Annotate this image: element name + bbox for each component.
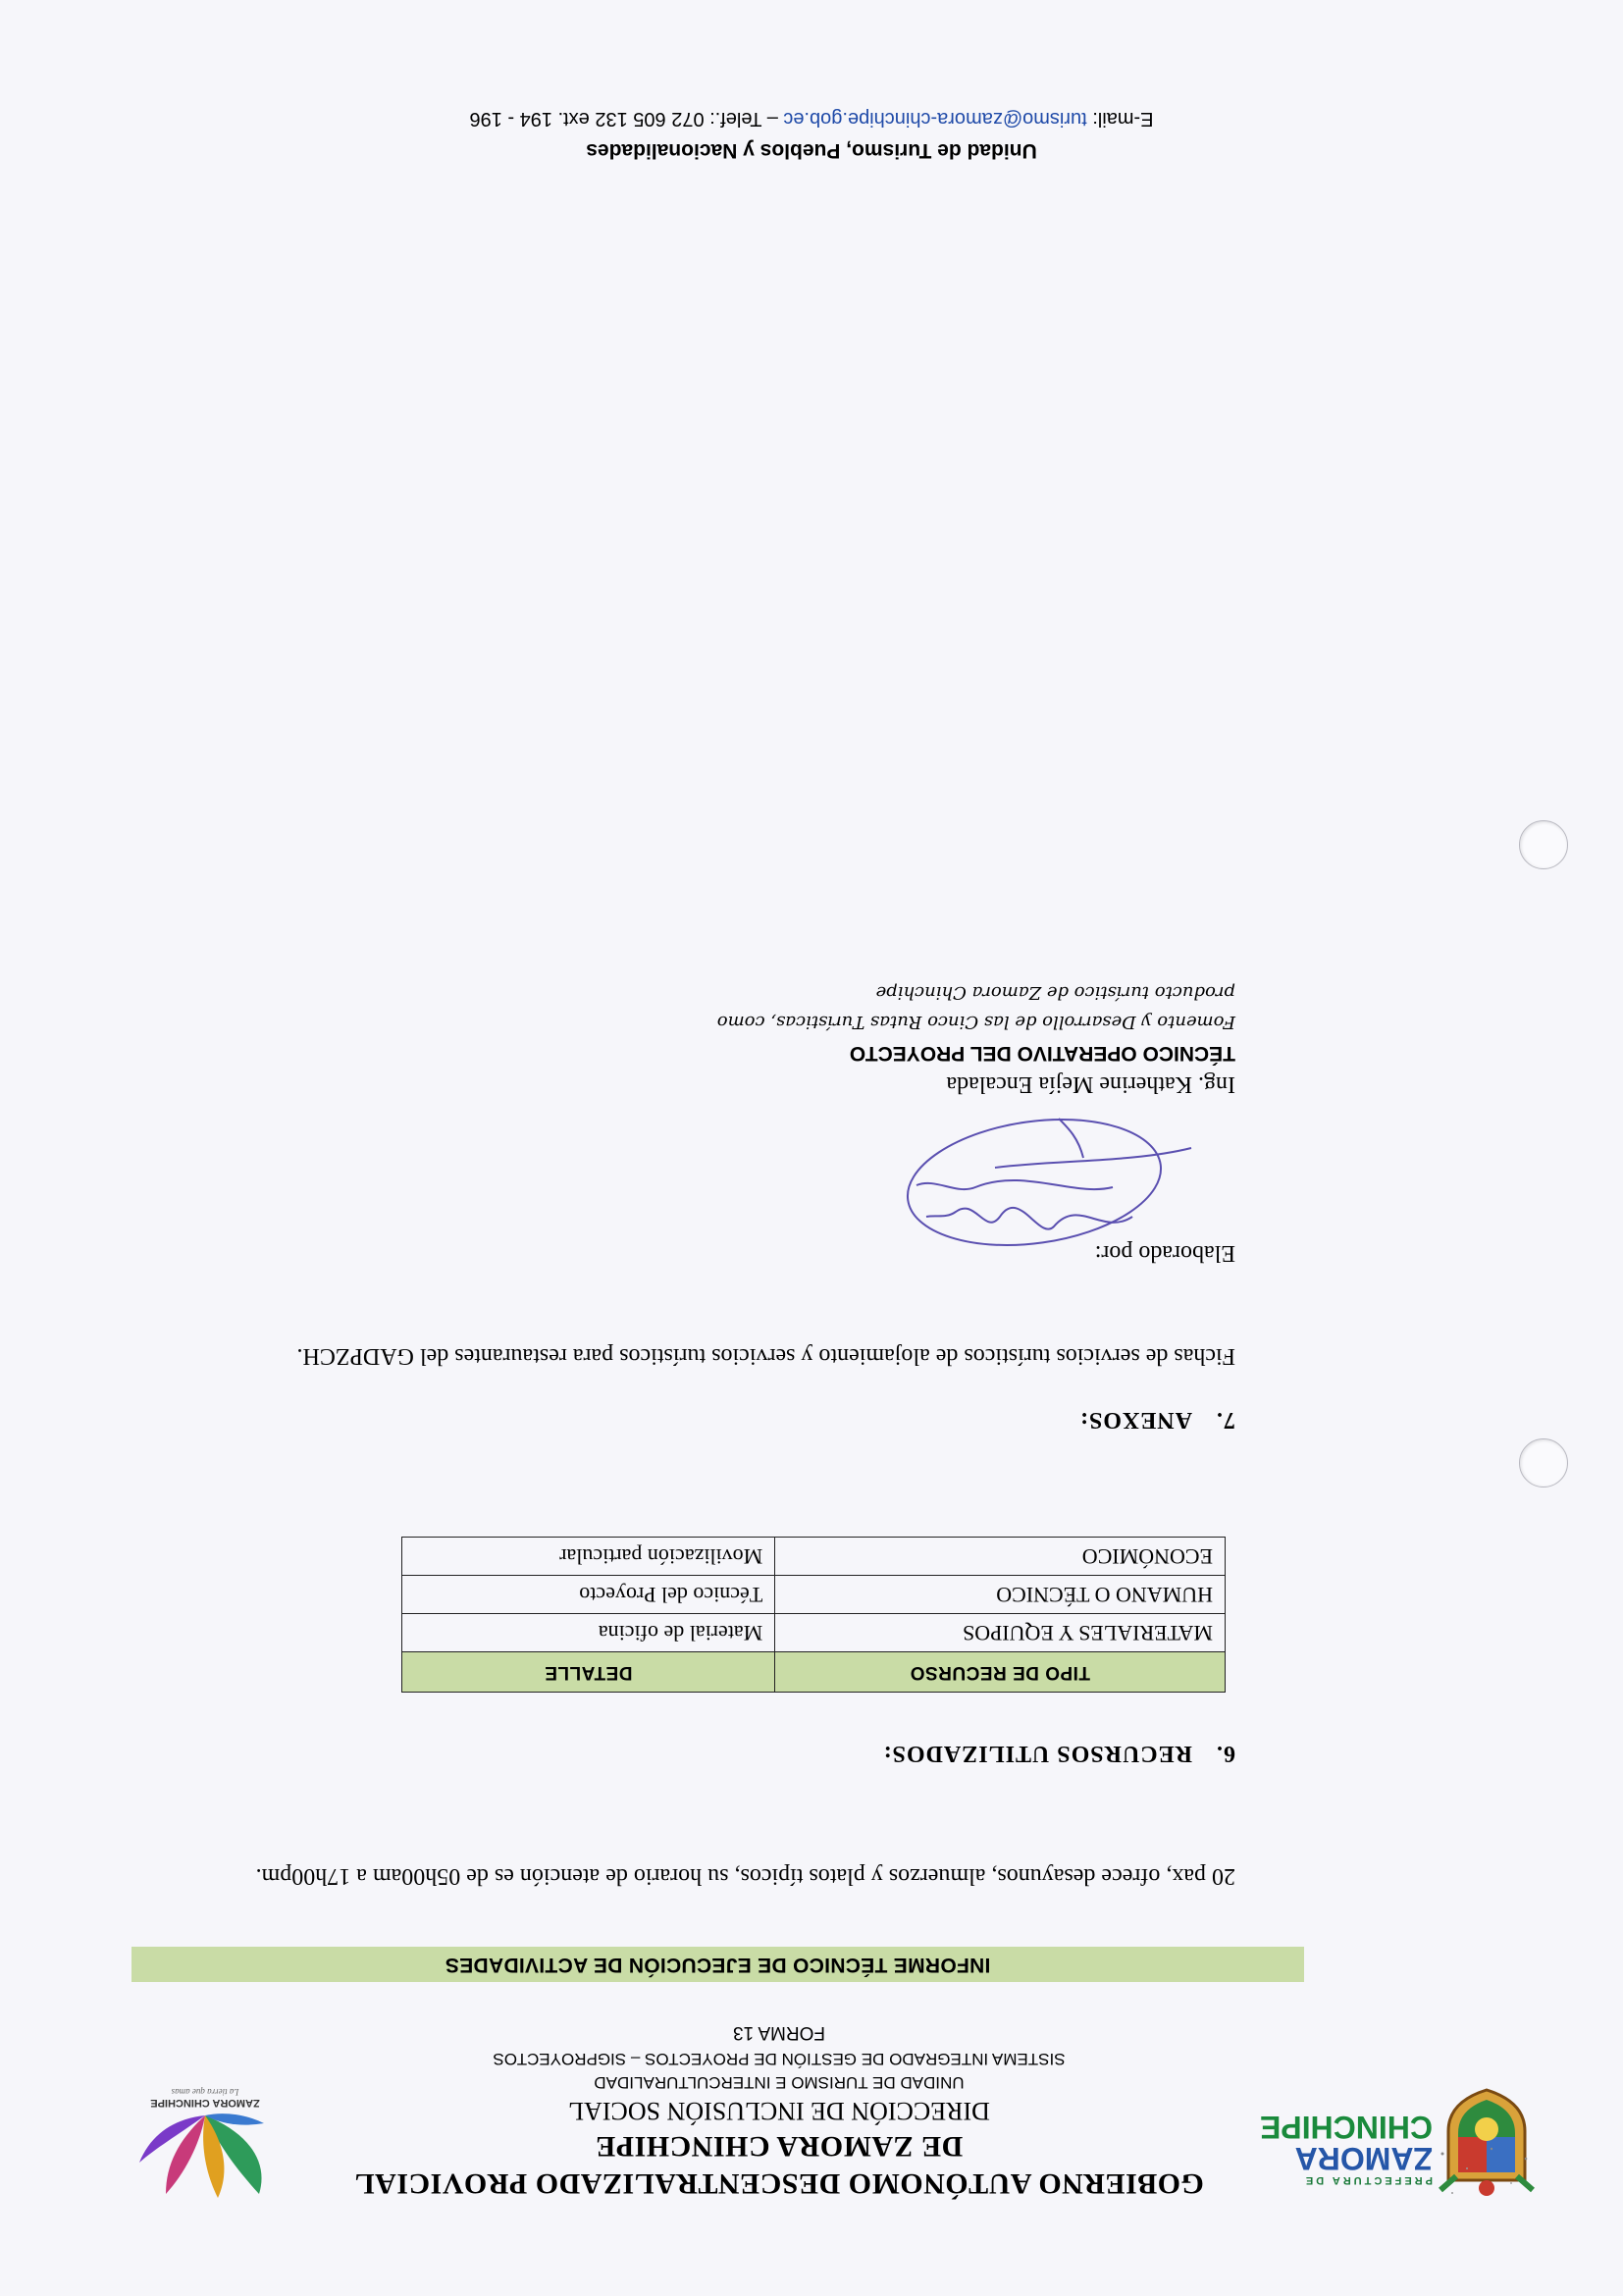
email-link[interactable]: turismo@zamora-chinchipe.gob.ec — [783, 108, 1087, 130]
direction-title: DIRECCIÓN DE INCLUSIÓN SOCIAL — [568, 2097, 990, 2125]
phone-text: – Telef.: 072 605 132 ext. 194 - 196 — [469, 108, 784, 130]
table-cell: MATERIALES Y EQUIPOS — [775, 1614, 1226, 1652]
resources-table — [401, 1537, 1226, 1693]
footer-contact — [0, 104, 1623, 133]
page-footer — [0, 104, 1623, 167]
scan-specks — [1423, 2134, 1541, 2222]
prepared-by-label: Elaborado por: — [1094, 1240, 1235, 1266]
table-row — [402, 1538, 1226, 1576]
letterhead-titles — [338, 2017, 1221, 2202]
government-title: GOBIERNO AUTÓNOMO DESCENTRALIZADO PROVICIAL DE ZAMORA CHINCHIPE — [354, 2130, 1204, 2200]
intro-paragraph: 20 pax, ofrece desayunos, almuerzos y platos típicos, su horario de atención es de 05h00am a 17h00pm. — [255, 1863, 1235, 1889]
table-header-row — [402, 1652, 1226, 1693]
zamora-brand-logo — [102, 2084, 308, 2202]
section-6-heading — [883, 1740, 1235, 1766]
footer-unit: Unidad de Turismo, Pueblos y Nacionalidades — [586, 139, 1037, 162]
signer-role: TÉCNICO OPERATIVO DEL PROYECTO — [849, 1042, 1235, 1065]
table-row — [402, 1614, 1226, 1652]
letterhead — [82, 1996, 1535, 2202]
signer-name: Ing. Katherine Mejía Encalada — [946, 1071, 1235, 1097]
logo-line2: CHINCHIPE — [1259, 2110, 1433, 2145]
table-cell: Movilización particular — [402, 1538, 775, 1576]
annex-text: Fichas de servicios turísticos de alojamiento y servicios turísticos para restaurantes del GADPZCH. — [296, 1343, 1235, 1369]
brand-tagline: La tierra que amas — [171, 2087, 239, 2097]
logo-line1: ZAMORA — [1294, 2141, 1433, 2176]
table-cell: ECONÓMICO — [775, 1538, 1226, 1576]
table-cell: Material de oficina — [402, 1614, 775, 1652]
report-banner: INFORME TÉCNICO DE EJECUCIÓN DE ACTIVIDADES — [131, 1947, 1304, 1982]
table-cell: Técnico del Proyecto — [402, 1576, 775, 1614]
section-number: 6. — [1216, 1741, 1235, 1766]
column-header: TIPO DE RECURSO — [775, 1652, 1226, 1693]
feathers-logo-icon — [131, 2109, 279, 2202]
brand-name: ZAMORA CHINCHIPE — [150, 2097, 260, 2109]
column-header: DETALLE — [402, 1652, 775, 1693]
email-label: E-mail: — [1086, 108, 1154, 130]
system-title: SISTEMA INTEGRADO DE GESTIÓN DE PROYECTOS – SIGPROYECTOS — [493, 2050, 1066, 2068]
section-title: RECURSOS UTILIZADOS: — [882, 1741, 1192, 1766]
unit-title: UNIDAD DE TURISMO E INTERCULTURALIDAD — [594, 2073, 965, 2092]
section-title: ANEXOS: — [1078, 1407, 1192, 1433]
table-cell: HUMANO O TÉCNICO — [775, 1576, 1226, 1614]
project-name: Fomento y Desarrollo de las Cinco Rutas Turísticas, como producto turístico de Zamora Chinchipe — [716, 982, 1235, 1032]
form-number: FORMA 13 — [733, 2022, 825, 2043]
table-row — [402, 1576, 1226, 1614]
section-7-heading — [1079, 1406, 1235, 1433]
handwritten-signature — [897, 1109, 1250, 1256]
logo-prefix: PREFECTURA DE — [1302, 2174, 1433, 2186]
section-number: 7. — [1216, 1407, 1235, 1433]
